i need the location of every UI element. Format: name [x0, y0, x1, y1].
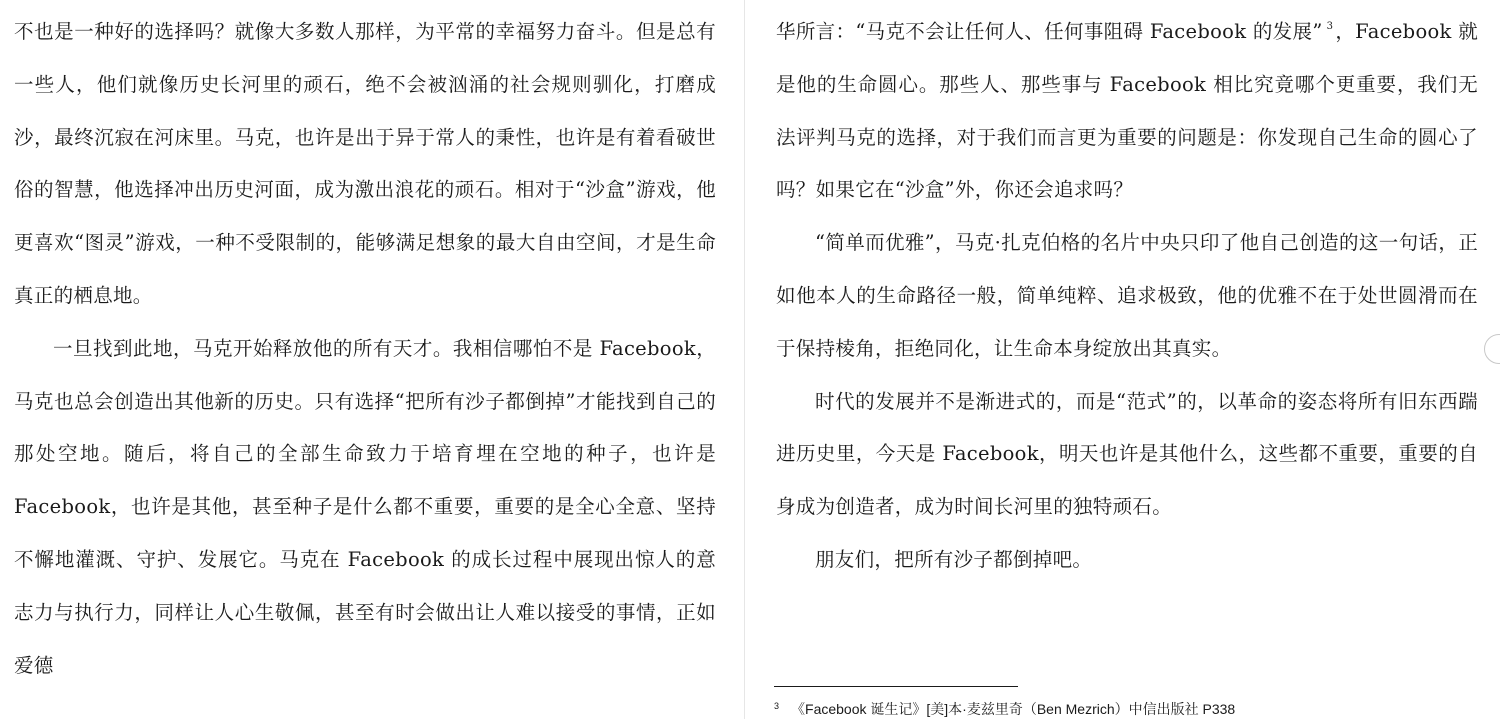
right-paragraph-1-start: 华所言：“马克不会让任何人、任何事阻碍 Facebook 的发展” [776, 20, 1323, 43]
footnote-text: 《Facebook 诞生记》[美]本·麦兹里奇（Ben Mezrich）中信出版社 P338 [791, 701, 1236, 717]
right-paragraph-1 [776, 6, 1478, 217]
footnote-mark: 3 [774, 701, 780, 711]
left-paragraph-1: 不也是一种好的选择吗？就像大多数人那样，为平常的幸福努力奋斗。但是总有一些人，他们就像历史长河里的顽石，绝不会被汹涌的社会规则驯化，打磨成沙，最终沉寂在河床里。马克，也许是出于异于常人的秉性，也许是有着看破世俗的智慧，他选择冲出历史河面，成为激出浪花的顽石。相对于“沙盒”游戏，他更喜欢“图灵”游戏，一种不受限制的，能够满足想象的最大自由空间，才是生命真正的栖息地。 [14, 20, 716, 307]
right-text-column [776, 6, 1478, 587]
right-page [746, 0, 1500, 719]
footnote [774, 697, 1235, 718]
right-paragraph-2: “简单而优雅”，马克·扎克伯格的名片中央只印了他自己创造的这一句话，正如他本人的生命路径一般，简单纯粹、追求极致，他的优雅不在于处世圆滑而在于保持棱角，拒绝同化，让生命本身绽放出其真实。 [776, 231, 1478, 360]
left-paragraph-2: 一旦找到此地，马克开始释放他的所有天才。我相信哪怕不是 Facebook，马克也总会创造出其他新的历史。只有选择“把所有沙子都倒掉”才能找到自己的那处空地。随后，将自己的全部生命致力于培育埋在空地的种子，也许是Facebook，也许是其他，甚至种子是什么都不重要，重要的是全心全意、坚持不懈地灌溉、守护、发展它。马克在 Facebook 的成长过程中展现出惊人的意志力与执行力，同样让人心生敬佩，甚至有时会做出让人难以接受的事情，正如爱德 [14, 336, 716, 677]
footnote-separator [774, 686, 1018, 687]
left-text-column [14, 6, 716, 692]
page-divider [744, 0, 745, 719]
right-paragraph-1-end: ，Facebook 就是他的生命圆心。那些人、那些事与 Facebook 相比究竟哪个更重要，我们无法评判马克的选择，对于我们而言更为重要的问题是：你发现自己生命的圆心了吗？如果它在“沙盒”外，你还会追求吗？ [776, 20, 1478, 202]
right-paragraph-3: 时代的发展并不是渐进式的，而是“范式”的，以革命的姿态将所有旧东西踹进历史里，今天是 Facebook，明天也许是其他什么，这些都不重要，重要的自身成为创造者，成为时间长河里的独特顽石。 [776, 389, 1478, 519]
footnote-reference[interactable]: 3 [1326, 21, 1334, 32]
left-page [0, 0, 744, 719]
right-paragraph-4: 朋友们，把所有沙子都倒掉吧。 [815, 547, 1093, 571]
